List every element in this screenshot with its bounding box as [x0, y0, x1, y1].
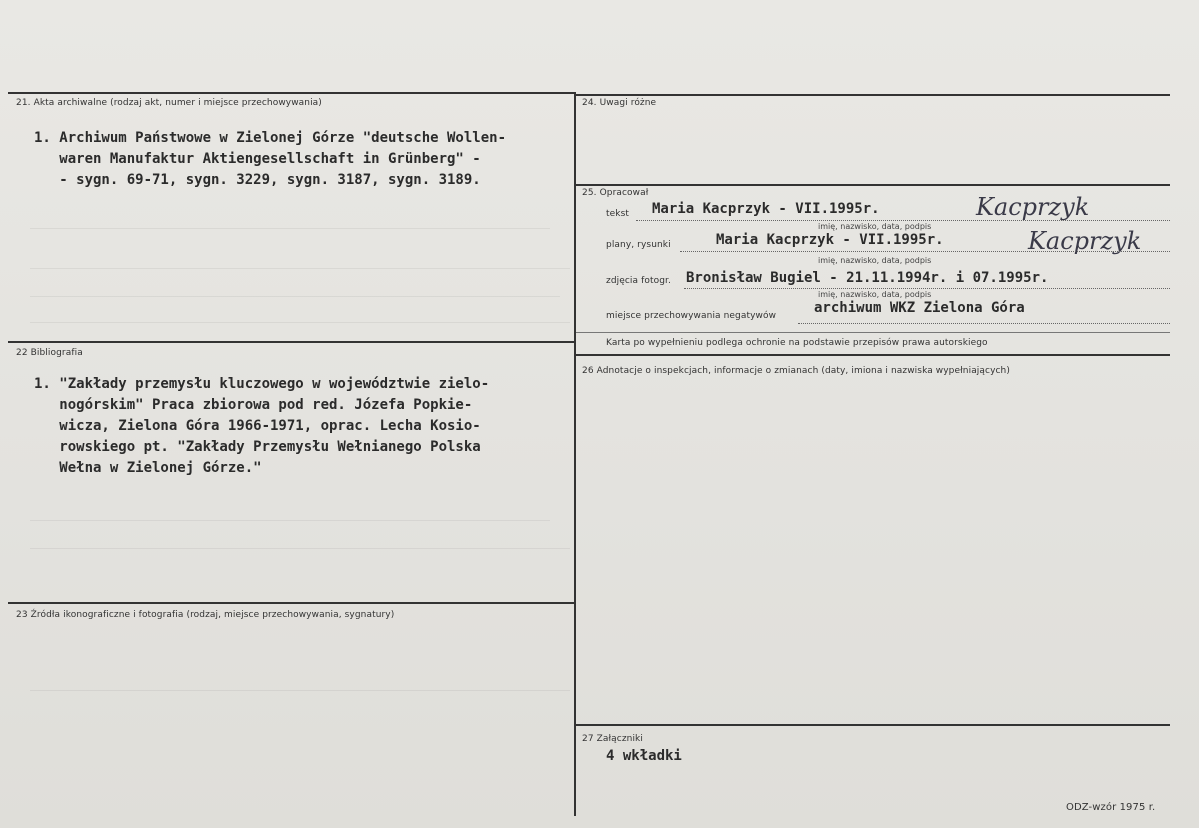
column-divider — [574, 92, 576, 816]
text-line: rowskiego pt. "Zakłady Przemysłu Wełnianego Polska — [34, 439, 481, 455]
text-line: 1. "Zakłady przemysłu kluczowego w województwie zielo- — [34, 376, 490, 392]
signature-tekst: Kacprzyk — [976, 193, 1090, 221]
dotted-line — [798, 323, 1170, 324]
caption: imię, nazwisko, data, podpis — [818, 222, 932, 231]
zdjecia-label: zdjęcia fotogr. — [606, 276, 671, 286]
section-23-label: 23 Źródła ikonograficzne i fotografia (rodzaj, miejsce przechowywania, sygnatury) — [16, 610, 395, 620]
text-line: waren Manufaktur Aktiengesellschaft in Grünberg" - — [34, 151, 481, 167]
rule-section-23 — [8, 602, 574, 604]
zdjecia-value: Bronisław Bugiel - 21.11.1994r. i 07.1995r. — [686, 270, 1049, 286]
form-code-suffix: r. — [1148, 802, 1156, 813]
section-25-label: 25. Opracował — [582, 188, 649, 198]
rule-section-26 — [576, 354, 1170, 356]
dotted-line — [636, 220, 1170, 221]
section-24-label: 24. Uwagi różne — [582, 98, 657, 108]
negatywy-label: miejsce przechowywania negatywów — [606, 311, 777, 321]
show-through-line — [30, 322, 570, 323]
text-line: - sygn. 69-71, sygn. 3229, sygn. 3187, sygn. 3189. — [34, 172, 481, 188]
section-22-text — [34, 374, 489, 479]
form-code — [1066, 802, 1155, 813]
copyright-note: Karta po wypełnieniu podlega ochronie na podstawie przepisów prawa autorskiego — [606, 338, 988, 348]
show-through-line — [30, 296, 560, 297]
rule-section-25 — [576, 184, 1170, 186]
section-21-text — [34, 128, 506, 191]
text-line: wicza, Zielona Góra 1966-1971, oprac. Lecha Kosio- — [34, 418, 481, 434]
show-through-line — [30, 228, 550, 229]
show-through-line — [30, 520, 550, 521]
rule-top-left — [8, 92, 574, 94]
plany-value: Maria Kacprzyk - VII.1995r. — [716, 232, 944, 248]
dotted-line — [680, 251, 1170, 252]
plany-label: plany, rysunki — [606, 240, 671, 250]
text-line: Wełna w Zielonej Górze." — [34, 460, 262, 476]
show-through-line — [30, 268, 570, 269]
show-through-line — [30, 690, 570, 691]
rule-top-right — [576, 94, 1170, 96]
section-27-label: 27 Załączniki — [582, 734, 643, 744]
caption: imię, nazwisko, data, podpis — [818, 290, 932, 299]
caption: imię, nazwisko, data, podpis — [818, 256, 932, 265]
text-line: nogórskim" Praca zbiorowa pod red. Józefa Popkie- — [34, 397, 473, 413]
rule-section-22 — [8, 341, 574, 343]
rule-section-27 — [576, 724, 1170, 726]
tekst-value: Maria Kacprzyk - VII.1995r. — [652, 201, 880, 217]
section-22-label: 22 Bibliografia — [16, 348, 83, 358]
rule-note — [576, 332, 1170, 333]
section-21-label: 21. Akta archiwalne (rodzaj akt, numer i miejsce przechowywania) — [16, 98, 322, 108]
section-26-label: 26 Adnotacje o inspekcjach, informacje o zmianach (daty, imiona i nazwiska wypełniających) — [582, 366, 1010, 376]
form-code-text: ODZ-wzór 1975 — [1066, 802, 1146, 813]
section-27-value: 4 wkładki — [606, 748, 682, 764]
show-through-line — [30, 548, 570, 549]
signature-plany: Kacprzyk — [1028, 227, 1142, 255]
tekst-label: tekst — [606, 209, 629, 219]
negatywy-value: archiwum WKZ Zielona Góra — [814, 300, 1025, 316]
text-line: 1. Archiwum Państwowe w Zielonej Górze "deutsche Wollen- — [34, 130, 507, 146]
dotted-line — [684, 288, 1170, 289]
